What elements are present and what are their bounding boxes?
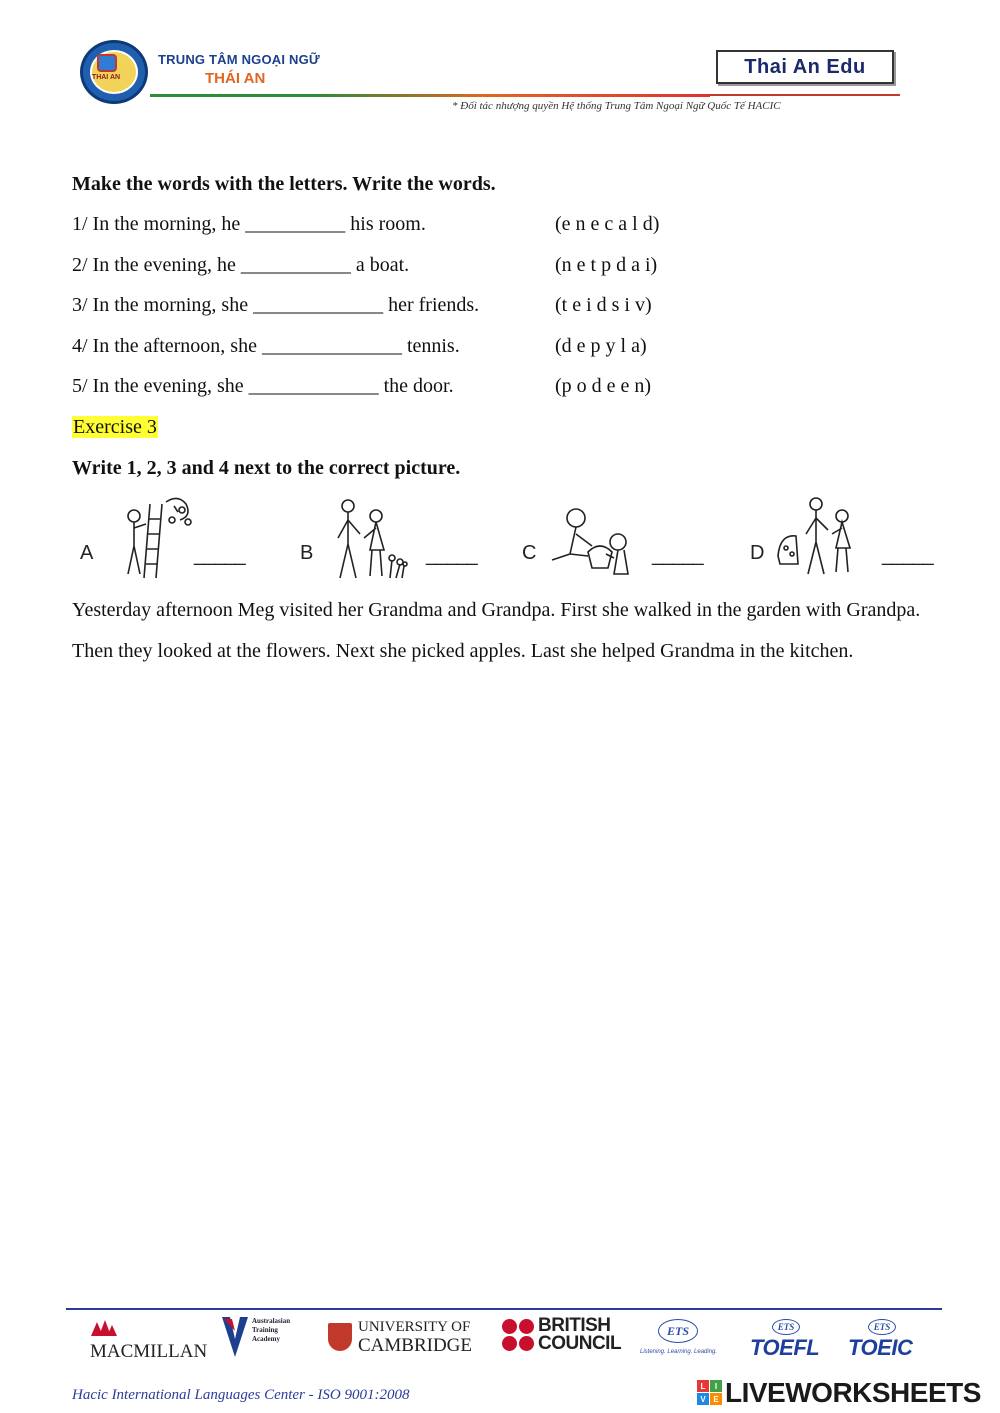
- partner-logos: [80, 1315, 940, 1365]
- picture-b-label: B: [300, 542, 314, 564]
- header-rule: [150, 94, 710, 97]
- picture-c-kitchen-illustration: [548, 494, 638, 580]
- toefl-text: TOEFL: [750, 1335, 820, 1360]
- exercise2-letters-3: (t e i d s i v): [555, 294, 652, 316]
- exercise3-title: [72, 416, 158, 439]
- picture-a: [72, 494, 272, 580]
- cambridge-shield-icon: [328, 1323, 352, 1351]
- ata-logo: [220, 1315, 310, 1365]
- exercise2-letters-5: (p o d e e n): [555, 375, 652, 397]
- page-header: [0, 0, 1000, 130]
- exercise2-item-4: 4/ In the afternoon, she ______________ tennis.: [72, 335, 460, 357]
- liveworksheets-text: LIVEWORKSHEETS: [725, 1377, 981, 1408]
- exercise3-instruction: Write 1, 2, 3 and 4 next to the correct picture.: [72, 457, 461, 479]
- footer-rule: [66, 1308, 942, 1310]
- exercise2-instruction: Make the words with the letters. Write the words.: [72, 173, 496, 195]
- picture-strip: [72, 494, 947, 580]
- cambridge-logo: [328, 1315, 488, 1365]
- ets-tagline: Listening. Learning. Leading.: [640, 1349, 718, 1355]
- exercise2-letters-1: (e n e c a l d): [555, 213, 660, 235]
- liveworksheets-watermark[interactable]: [697, 1378, 981, 1408]
- british-council-text: [538, 1317, 621, 1353]
- ata-icon: [220, 1315, 250, 1359]
- toeic-ets-icon: ETS: [868, 1319, 896, 1335]
- exercise2-item-3: 3/ In the morning, she _____________ her friends.: [72, 294, 480, 316]
- exercise2-letters-4: (d e p y l a): [555, 335, 647, 357]
- picture-b: [294, 494, 494, 580]
- toeic-logo: [848, 1315, 928, 1365]
- macmillan-icon: [90, 1319, 118, 1337]
- picture-a-apple-picking-illustration: [116, 494, 196, 580]
- thai-an-edu-badge: Thai An Edu: [716, 50, 894, 84]
- picture-a-label: A: [80, 542, 94, 564]
- picture-d-flowers-illustration: [776, 494, 866, 580]
- partner-note: * Đối tác nhượng quyền Hệ thống Trung Tâm Ngoại Ngữ Quốc Tế HACIC: [452, 100, 781, 112]
- cambridge-text-line1: UNIVERSITY OF: [358, 1319, 471, 1335]
- picture-c: [520, 494, 720, 580]
- toefl-logo: [750, 1315, 830, 1365]
- picture-a-answer-blank[interactable]: _____: [194, 544, 245, 566]
- british-council-text-line1: BRITISH: [538, 1315, 611, 1336]
- picture-d: [748, 494, 948, 580]
- picture-d-answer-blank[interactable]: _____: [882, 544, 933, 566]
- center-seal-logo: [80, 40, 148, 104]
- picture-d-label: D: [750, 542, 765, 564]
- exercise2-letters-2: (n e t p d a i): [555, 254, 658, 276]
- seal-text: THAI AN: [91, 74, 121, 81]
- ets-logo: [640, 1315, 720, 1365]
- exercise3-title-highlight: Exercise 3: [73, 416, 157, 438]
- brand-name-line1: TRUNG TÂM NGOẠI NGỮ: [158, 52, 320, 67]
- center-info: Hacic International Languages Center - ISO 9001:2008: [72, 1387, 410, 1403]
- exercise2-item-5: 5/ In the evening, she _____________ the door.: [72, 375, 454, 397]
- exercise2-item-1: 1/ In the morning, he __________ his room.: [72, 213, 426, 235]
- picture-c-label: C: [522, 542, 537, 564]
- macmillan-text: MACMILLAN: [90, 1341, 208, 1362]
- ata-text: Australasian Training Academy: [252, 1317, 291, 1343]
- picture-b-answer-blank[interactable]: _____: [426, 544, 477, 566]
- exercise3-story: Yesterday afternoon Meg visited her Grandma and Grandpa. First she walked in the garden with Grandpa. Then they looked at the flowers. Next she picked apples. Last she helped Grandma in the kitchen.: [72, 599, 921, 662]
- british-council-text-line2: COUNCIL: [538, 1333, 622, 1354]
- exercise2-item-2: 2/ In the evening, he ___________ a boat.: [72, 254, 410, 276]
- liveworksheets-grid-icon: L I V E: [697, 1380, 723, 1406]
- ets-oval-icon: ETS: [658, 1319, 698, 1343]
- british-council-dots-icon: [502, 1319, 534, 1353]
- toefl-ets-icon: ETS: [772, 1319, 800, 1335]
- header-rule-right: [710, 94, 900, 96]
- brand-name-line2: THÁI AN: [205, 70, 266, 87]
- picture-c-answer-blank[interactable]: _____: [652, 544, 703, 566]
- picture-b-garden-walk-illustration: [330, 494, 410, 580]
- toeic-text: TOEIC: [848, 1335, 913, 1360]
- british-council-logo: [502, 1315, 622, 1365]
- macmillan-logo: [80, 1315, 208, 1365]
- cambridge-text-line2: CAMBRIDGE: [358, 1335, 473, 1356]
